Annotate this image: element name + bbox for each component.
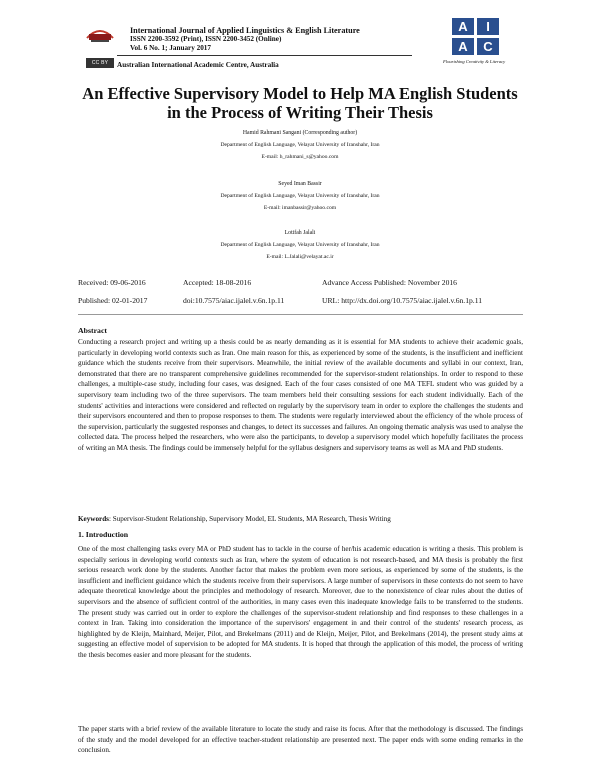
publisher-logo-letter: C <box>477 38 499 55</box>
paper-title-line: An Effective Supervisory Model to Help MA English Students <box>82 84 518 103</box>
meta-divider <box>78 314 523 315</box>
publisher-logo-letter: I <box>477 18 499 35</box>
published-date: Published: 02-01-2017 <box>78 296 148 305</box>
abstract-heading: Abstract <box>78 326 108 335</box>
journal-organization: Australian International Academic Centre, Australia <box>117 61 279 69</box>
header-divider <box>117 55 412 56</box>
paper-title <box>40 84 560 122</box>
intro-paragraph-2: The paper starts with a brief review of the available literature to locate the study and raise its focus. After that the methodology is discussed. The findings of the study and the model developed for an effective teacher-student relationship are presented next. The paper ends with some ending remarks in the conclusion. <box>78 725 523 755</box>
advance-access-date: Advance Access Published: November 2016 <box>322 278 457 287</box>
publisher-tagline: Flourishing Creativity & Literacy <box>443 59 506 64</box>
publisher-logo <box>452 18 500 56</box>
doi-link[interactable]: doi:10.7575/aiac.ijalel.v.6n.1p.11 <box>183 296 285 305</box>
publisher-logo-letter: A <box>452 38 474 55</box>
author-affiliation: Department of English Language, Velayat University of Iranshahr, Iran <box>220 242 380 248</box>
author-name: Seyed Iman Bassir <box>278 181 322 187</box>
received-date: Received: 09-06-2016 <box>78 278 146 287</box>
author-email[interactable]: E-mail: h_rahmani_s@yahoo.com <box>261 154 339 160</box>
keywords-line <box>78 515 391 523</box>
journal-header <box>0 0 600 80</box>
abstract-text: Conducting a research project and writing up a thesis could be as nearly demanding as it is essential for MA students to achieve their academic goals, particularly in developing world contexts such as Iran. One main reason for this, as experienced by some of the students, is the insufficient and inefficient guidance which the students receive from their supervisors. Meanwhile, the initial review of the available documents and syllabi in our context, Iran, demonstrated that there are no transparent comprehensive guidelines recommended for the supervisor-student relationships. In order to respond to these challenges, a multiple-case study, including four cases, was designed. Each of the four cases consisted of one MA TEFL student who was guided by a supervisory team including two of the three supervisors. The team members held their consulting sessions for each student individually. Each of the students' activities and interactions were considered and reflected on regularly by the supervisory team in order to explore the challenges the students and their supervisors encountered and then to propose responses to them. The students were regularly interviewed about the efficiency of the whole process of the supervision, particularly the suggested responses and changes, to detect its successes and failures. An ongoing thematic analysis was used to analyse the collected data. The process helped the researchers, who were also the participants, to develop a supervisory model which hopefully facilitates the process of writing an MA thesis. The findings could be immensely helpful for the syllabus designers and supervisory teams as well as MA and PhD students. <box>78 338 523 452</box>
paper-url-link[interactable]: URL: http://dx.doi.org/10.7575/aiac.ijalel.v.6n.1p.11 <box>322 296 483 305</box>
author-name: Lotifah Jalali <box>284 230 316 236</box>
license-badge[interactable]: CC BY <box>86 58 114 68</box>
intro-paragraph-1: One of the most challenging tasks every MA or PhD student has to tackle in the course of her/his academic education is writing a thesis. This problem is especially serious in developing world contexts such as Iran, where the system of education is not research-based, and MA thesis is probably the first serious research work done by the students. Another factor that makes the problem even more serious, as experienced by some of the students, is the insufficient and inefficient guidance which the students receive from their supervisors. A large number of supervisors in these contexts do not seem to have adequate theoretical knowledge about the principles and methodology of research. Moreover, due to the nonexistence of clear rules about the duties of supervisors and the absence of sufficient control of the authorities, in many cases even this inadequate knowledge fails to be transferred to the students. The present study was carried out in order to explore the challenges of the supervisor-student relationship and find responses to these challenges in a context in Iran. Taking into consideration the importance of the supervisors' engagement in and their control of the students' research process, as highlighted by de Kleijn, Mainhard, Meijer, Pilot, and Brekelmans (2011) and de Kleijn, Meijer, Pilot, and Brekelmans (2014), the present study aims at suggesting an effective model of supervision to be adopted for MA students. It is hoped that through the application of this model, the process of writing the thesis becomes easier and more pleasant for the students. <box>78 545 523 659</box>
publisher-logo-letter: A <box>452 18 474 35</box>
author-affiliation: Department of English Language, Velayat University of Iranshahr, Iran <box>220 193 380 199</box>
keywords-text: : Supervisor-Student Relationship, Supervisory Model, EL Students, MA Research, Thesis Writing <box>108 515 391 523</box>
paper-title-line: in the Process of Writing Their Thesis <box>167 103 433 122</box>
author-affiliation: Department of English Language, Velayat University of Iranshahr, Iran <box>220 142 380 148</box>
author-name: Hamid Rahmani Sangani (Corresponding author) <box>242 130 358 136</box>
journal-volume: Vol. 6 No. 1; January 2017 <box>130 44 211 52</box>
journal-issn: ISSN 2200-3592 (Print), ISSN 2200-3452 (Online) <box>130 35 282 43</box>
journal-title: International Journal of Applied Linguistics & English Literature <box>130 26 360 35</box>
accepted-date: Accepted: 18-08-2016 <box>183 278 252 287</box>
author-email[interactable]: E-mail: imanbassir@yahoo.com <box>263 205 337 211</box>
author-email[interactable]: E-mail: L.Jalali@velayat.ac.ir <box>266 254 334 260</box>
section-heading: 1. Introduction <box>78 530 129 539</box>
keywords-label: Keywords <box>78 515 109 523</box>
journal-logo-icon <box>85 22 115 44</box>
